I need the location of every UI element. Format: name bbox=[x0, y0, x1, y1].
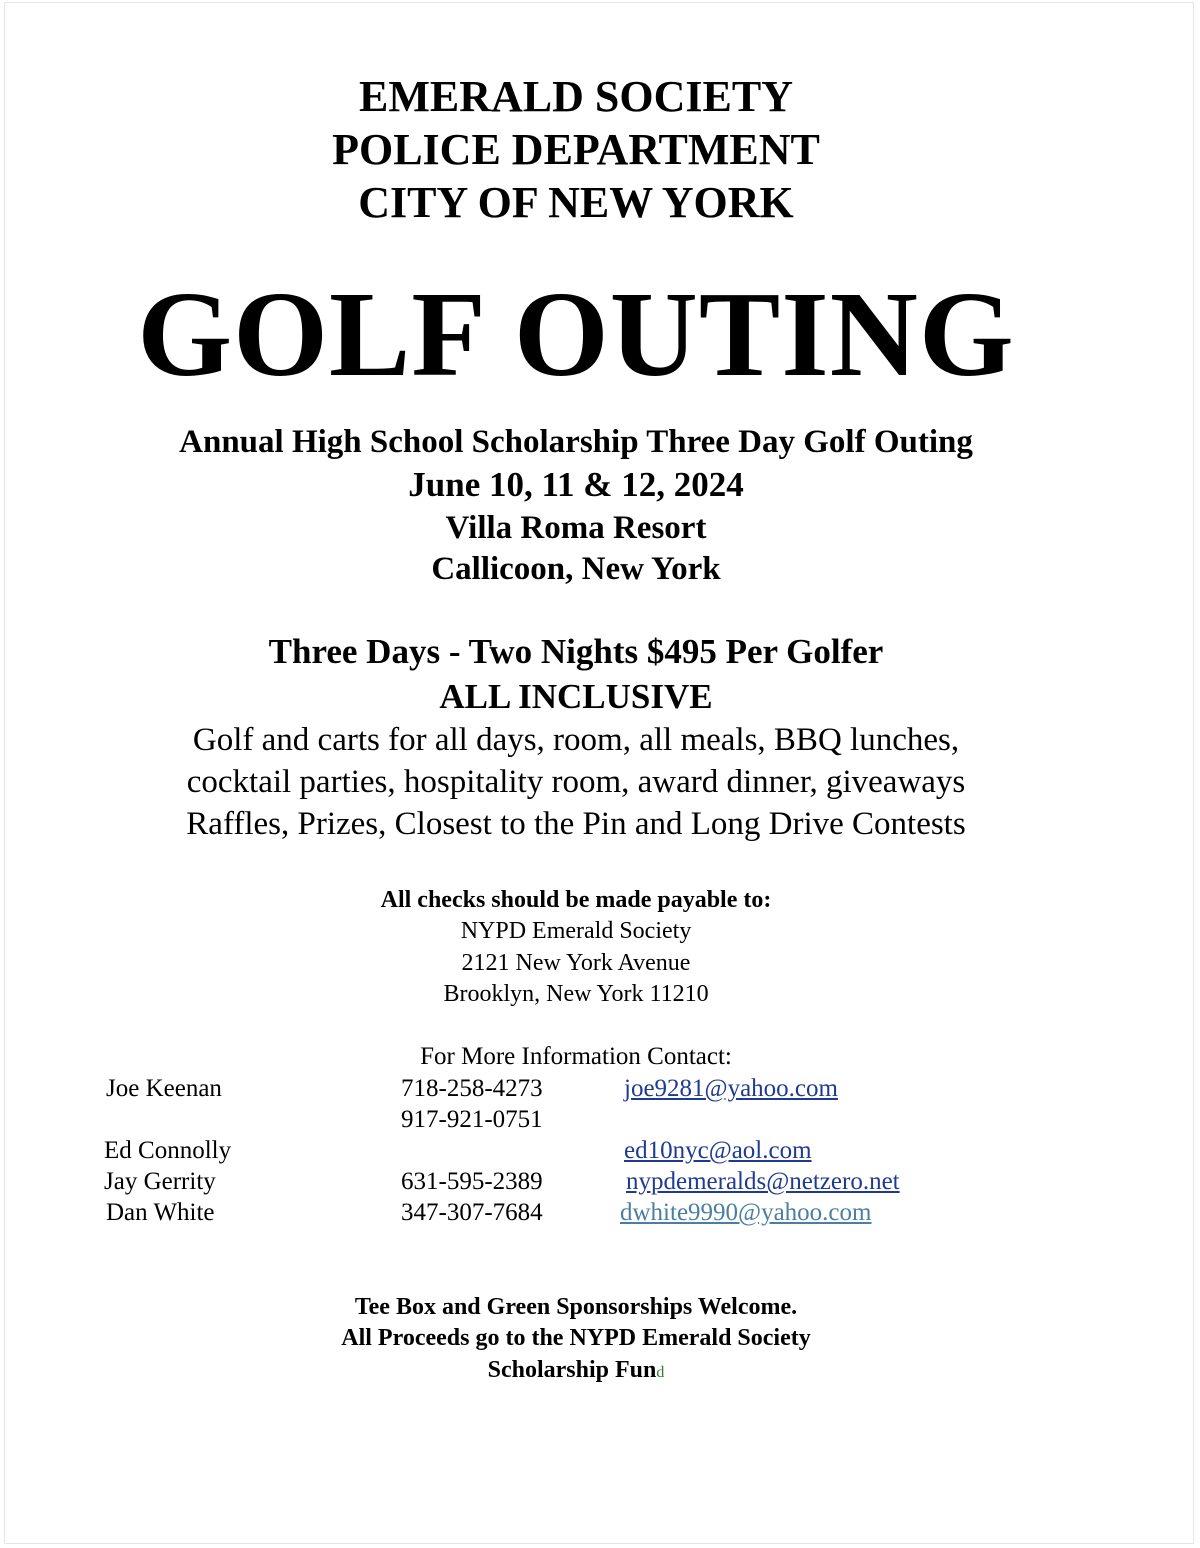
contact-email-link[interactable]: nypdemeralds@netzero.net bbox=[626, 1168, 900, 1195]
payment-heading: All checks should be made payable to: bbox=[380, 887, 772, 913]
scholarship-fund-tail: d bbox=[656, 1364, 665, 1381]
contact-row bbox=[0, 1135, 1200, 1166]
contacts-heading: For More Information Contact: bbox=[420, 1043, 732, 1070]
contact-name: Jay Gerrity bbox=[104, 1168, 216, 1195]
sponsorship-note: Tee Box and Green Sponsorships Welcome. bbox=[354, 1294, 798, 1320]
event-dates: June 10, 11 & 12, 2024 bbox=[408, 465, 744, 504]
contact-row bbox=[0, 1104, 1200, 1135]
contact-row bbox=[0, 1197, 1200, 1228]
contact-email-link[interactable]: ed10nyc@aol.com bbox=[624, 1137, 812, 1164]
contact-phone: 631-595-2389 bbox=[401, 1168, 543, 1195]
contact-row bbox=[0, 1166, 1200, 1197]
scholarship-fund-text: Scholarship Fun bbox=[487, 1357, 657, 1383]
payment-city: Brooklyn, New York 11210 bbox=[443, 981, 709, 1007]
org-name: EMERALD SOCIETY bbox=[359, 72, 793, 121]
contact-name: Joe Keenan bbox=[106, 1075, 222, 1102]
org-city: CITY OF NEW YORK bbox=[358, 178, 794, 227]
proceeds-note: All Proceeds go to the NYPD Emerald Society bbox=[341, 1325, 811, 1351]
contact-row bbox=[0, 1073, 1200, 1104]
contact-name: Ed Connolly bbox=[104, 1137, 232, 1164]
includes-line: cocktail parties, hospitality room, award dinner, giveaways bbox=[186, 764, 966, 800]
org-department: POLICE DEPARTMENT bbox=[332, 125, 820, 174]
contact-email-link[interactable]: dwhite9990@yahoo.com bbox=[620, 1199, 872, 1226]
contact-phone: 347-307-7684 bbox=[401, 1199, 543, 1226]
scholarship-fund-note bbox=[0, 1354, 1152, 1389]
includes-line: Golf and carts for all days, room, all meals, BBQ lunches, bbox=[192, 722, 960, 758]
event-title: GOLF OUTING bbox=[137, 267, 1015, 402]
contact-phone: 718-258-4273 bbox=[401, 1075, 543, 1102]
event-subtitle: Annual High School Scholarship Three Day Golf Outing bbox=[179, 424, 973, 460]
event-venue: Villa Roma Resort bbox=[445, 510, 707, 546]
payment-payee: NYPD Emerald Society bbox=[460, 918, 692, 944]
price-package: Three Days - Two Nights $495 Per Golfer bbox=[268, 632, 884, 671]
contact-name: Dan White bbox=[106, 1199, 215, 1226]
includes-line: Raffles, Prizes, Closest to the Pin and Long Drive Contests bbox=[186, 806, 966, 842]
all-inclusive: ALL INCLUSIVE bbox=[439, 677, 713, 716]
contact-email-link[interactable]: joe9281@yahoo.com bbox=[624, 1075, 838, 1102]
contact-phone: 917-921-0751 bbox=[401, 1106, 543, 1133]
event-location: Callicoon, New York bbox=[431, 551, 721, 587]
payment-street: 2121 New York Avenue bbox=[461, 950, 691, 976]
